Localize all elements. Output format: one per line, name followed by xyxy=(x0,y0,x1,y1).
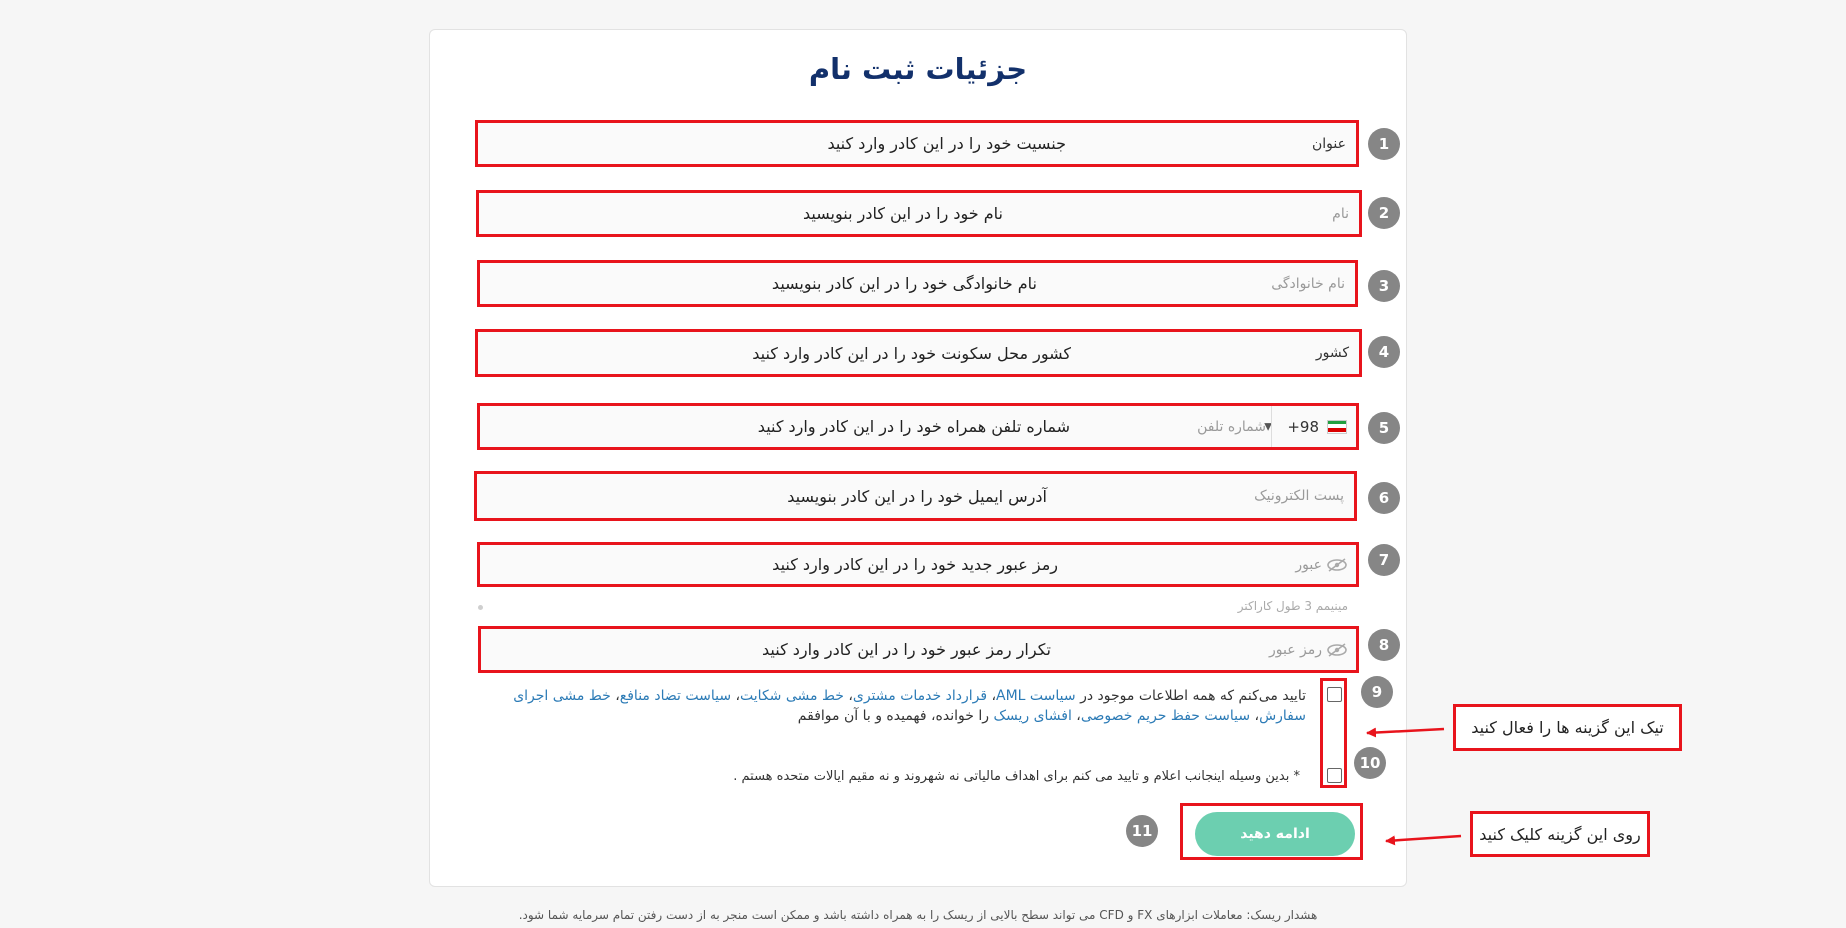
password-label: عبور xyxy=(1295,556,1322,573)
phone-label: شماره تلفن xyxy=(1197,418,1266,435)
title-hint: جنسیت خود را در این کادر وارد کنید xyxy=(827,134,1066,153)
risk-warning: هشدار ریسک: معاملات ابزارهای FX و CFD می تواند سطح بالایی از ریسک را به همراه داشته باشد و ممکن است منجر به از دست رفتن تمام سرمایه شما شود. xyxy=(518,908,1318,922)
email-hint: آدرس ایمیل خود را در این کادر بنویسید xyxy=(787,486,1047,506)
country-hint: کشور محل سکونت خود را در این کادر وارد کنید xyxy=(752,343,1071,363)
password-hint: رمز عبور جدید خود را در این کادر وارد کنید xyxy=(772,555,1058,574)
step-badge-5: 5 xyxy=(1368,412,1400,444)
password-length-hint: مینیمم 3 طول کاراکتر xyxy=(1237,599,1348,613)
last-name-hint: نام خانوادگی خود را در این کادر بنویسید xyxy=(771,274,1037,293)
link-client-agreement[interactable]: قرارداد خدمات مشتری xyxy=(852,688,988,704)
first-name-label: نام xyxy=(1332,205,1349,222)
page-title: جزئیات ثبت نام xyxy=(808,52,1028,86)
step-badge-10: 10 xyxy=(1354,747,1386,779)
terms-text: تایید می‌کنم که همه اطلاعات موجود در سیاست AML، قرارداد خدمات مشتری، خط مشی شکایت، سیاست تضاد منافع، خط مشی اجرای سفارش، سیاست حفظ حریم خصوصی، افشای ریسک را خوانده، فهمیده و با آن موافقم xyxy=(513,688,1306,724)
terms-prefix: تایید می‌کنم که همه اطلاعات موجود در xyxy=(1080,688,1306,704)
title-label: عنوان xyxy=(1312,135,1346,152)
step-badge-9: 9 xyxy=(1361,676,1393,708)
first-name-hint: نام خود را در این کادر بنویسید xyxy=(803,204,1003,223)
link-order-execution-policy[interactable]: خط مشی اجرای سفارش xyxy=(513,688,1306,724)
arrow-to-checkboxes xyxy=(1367,729,1444,733)
step-badge-2: 2 xyxy=(1368,197,1400,229)
arrow-to-button xyxy=(1386,836,1461,841)
link-complaints-policy[interactable]: خط مشی شکایت xyxy=(740,688,844,704)
step-badge-7: 7 xyxy=(1368,544,1400,576)
confirm-password-label: رمز عبور xyxy=(1268,641,1322,658)
last-name-label: نام خانوادگی xyxy=(1271,275,1345,292)
confirm-password-hint: تکرار رمز عبور خود را در این کادر وارد کنید xyxy=(762,640,1051,659)
link-risk-disclosure[interactable]: افشای ریسک xyxy=(993,708,1072,724)
button-callout: روی این گزینه کلیک کنید xyxy=(1470,811,1650,857)
link-conflict-policy[interactable]: سیاست تضاد منافع xyxy=(619,688,732,704)
tax-declaration-text: * بدین وسیله اینجانب اعلام و تایید می کنم برای اهداف مالیاتی نه شهروند و نه مقیم ایالات متحده هستم . xyxy=(733,769,1300,784)
step-badge-6: 6 xyxy=(1368,482,1400,514)
phone-hint: شماره تلفن همراه خود را در این کادر وارد کنید xyxy=(757,417,1070,436)
step-badge-3: 3 xyxy=(1368,270,1400,302)
checkbox-callout: تیک این گزینه ها را فعال کنید xyxy=(1453,704,1682,751)
continue-button[interactable]: ادامه دهید xyxy=(1195,812,1355,856)
chevron-down-icon[interactable]: ▼ xyxy=(1264,421,1272,432)
step-badge-4: 4 xyxy=(1368,336,1400,368)
country-code[interactable]: +98 xyxy=(1287,417,1319,436)
terms-suffix: را خوانده، فهمیده و با آن موافقم xyxy=(797,708,989,724)
step-badge-8: 8 xyxy=(1368,629,1400,661)
step-badge-11: 11 xyxy=(1126,815,1158,847)
step-badge-1: 1 xyxy=(1368,128,1400,160)
email-label: پست الکترونیک xyxy=(1254,488,1344,504)
link-privacy-policy[interactable]: سیاست حفظ حریم خصوصی xyxy=(1080,708,1251,724)
country-label: کشور xyxy=(1315,345,1349,361)
link-aml-policy[interactable]: سیاست AML xyxy=(996,688,1076,704)
